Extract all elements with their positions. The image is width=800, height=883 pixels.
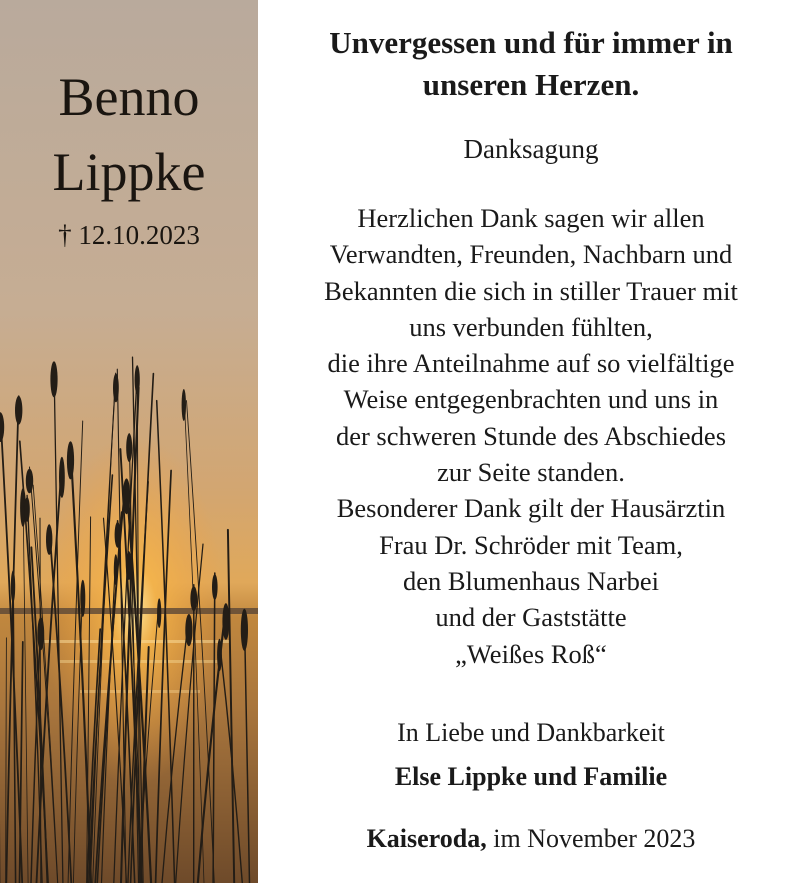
body-line: „Weißes Roß“ xyxy=(455,638,607,669)
headline-line: Unvergessen und für immer in xyxy=(329,25,733,60)
reed-plume xyxy=(80,580,85,617)
reed-plume xyxy=(212,574,218,600)
headline-line: unseren Herzen. xyxy=(422,67,640,102)
body-line: uns verbunden fühlten, xyxy=(409,311,653,342)
deceased-first-name: Benno xyxy=(58,67,200,127)
place-name: Kaiseroda, xyxy=(366,824,487,853)
body-line: und der Gaststätte xyxy=(435,602,627,633)
reed-plume xyxy=(126,433,132,462)
body-line: Weise entgegenbrachten und uns in xyxy=(343,384,719,415)
reed-plume xyxy=(15,396,22,425)
reed-plume xyxy=(59,457,65,498)
reed-plume xyxy=(46,524,52,555)
death-date: † 12.10.2023 xyxy=(58,220,200,250)
body-line: der schweren Stunde des Abschiedes xyxy=(335,420,727,451)
body-line: die ihre Anteilnahme auf so vielfältige xyxy=(327,348,735,379)
reed-plume xyxy=(26,469,33,494)
reed-plume xyxy=(157,598,161,628)
signer-name: Else Lippke und Familie xyxy=(394,762,668,791)
body-line: zur Seite standen. xyxy=(437,457,625,488)
sunset-reed-photo xyxy=(0,0,258,883)
reed-plume xyxy=(67,441,74,479)
reed-plume xyxy=(115,522,121,548)
reed-plume xyxy=(50,361,57,397)
body-line: Bekannten die sich in stiller Trauer mit xyxy=(324,275,738,306)
body-line: Herzlichen Dank sagen wir allen xyxy=(357,203,705,233)
reed-plume xyxy=(241,609,248,651)
reed-plume xyxy=(190,586,197,611)
body-line: Verwandten, Freunden, Nachbarn und xyxy=(329,239,733,270)
body-line: den Blumenhaus Narbei xyxy=(402,565,660,596)
reed-plume xyxy=(135,365,140,394)
sunset-reed-illustration xyxy=(0,0,258,883)
place-and-date xyxy=(262,824,800,854)
reed-plume xyxy=(185,614,192,646)
closing-phrase: In Liebe und Dankbarkeit xyxy=(397,718,665,747)
reed-plume xyxy=(24,497,29,522)
deceased-last-name: Lippke xyxy=(52,142,206,202)
notice-date: im November 2023 xyxy=(493,824,696,853)
body-line: Besonderer Dank gilt der Hausärztin xyxy=(336,493,726,524)
thanks-heading: Danksagung xyxy=(463,134,599,164)
headline xyxy=(262,22,800,106)
body-line: Frau Dr. Schröder mit Team, xyxy=(379,529,683,560)
reed-plume xyxy=(182,389,186,421)
thanks-body xyxy=(262,200,800,672)
reed-plume xyxy=(11,571,15,603)
